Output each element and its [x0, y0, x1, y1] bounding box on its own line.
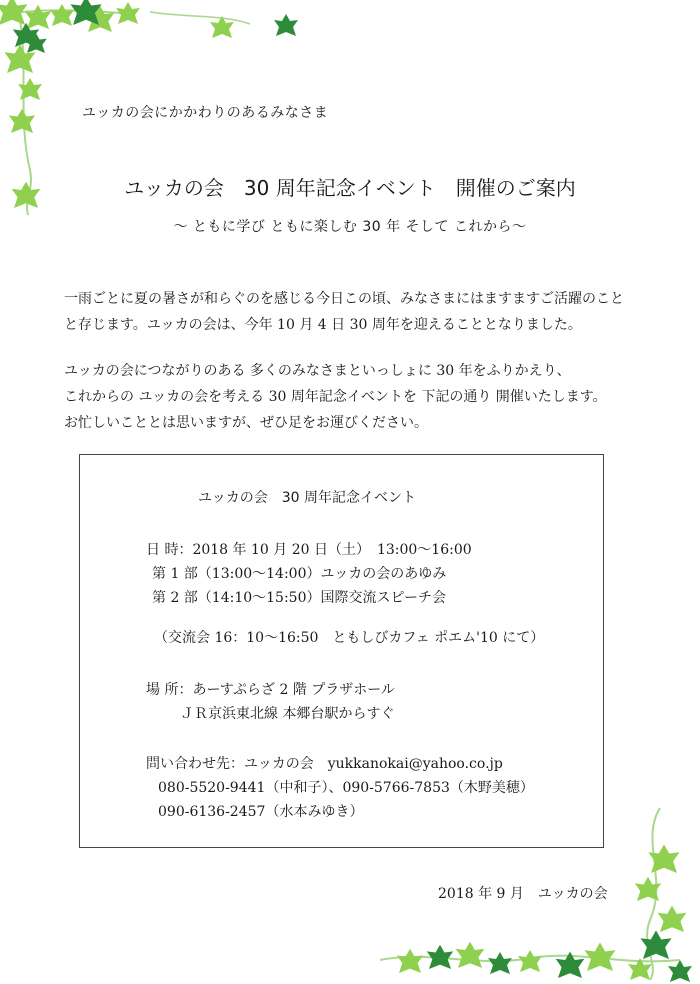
event-phones: 090-6136-2457（水本みゆき） — [158, 804, 364, 820]
intro-paragraph — [64, 286, 644, 338]
page-subtitle: ～ ともに学び ともに楽しむ 30 年 そして これから～ — [173, 219, 527, 235]
event-access: ＪＲ京浜東北線 本郷台駅からすぐ — [180, 706, 395, 722]
invitation-line: これからの ユッカの会を考える 30 周年記念イベントを 下記の通り 開催いたします。 — [64, 389, 607, 405]
event-contact: 問い合わせ先：ユッカの会 yukkanokai@yahoo.co.jp — [146, 756, 503, 772]
event-phones: 080-5520-9441（中和子）、090-5766-7853（木野美穂） — [158, 780, 534, 796]
salutation: ユッカの会にかかわりのあるみなさま — [82, 105, 329, 121]
signature: 2018 年 9 月 ユッカの会 — [438, 886, 608, 902]
intro-line: 一雨ごとに夏の暑さが和らぐのを感じる今日この頃、みなさまにはますますご活躍のこと — [64, 291, 624, 307]
event-details-box — [79, 454, 604, 848]
event-reception: （交流会 16：10～16:50 ともしびカフェ ポエム'10 にて） — [154, 630, 545, 646]
event-box-title: ユッカの会 30 周年記念イベント — [198, 490, 416, 506]
invitation-line: ユッカの会につながりのある 多くのみなさまといっしょに 30 年をふりかえり、 — [64, 363, 571, 379]
page-title: ユッカの会 30 周年記念イベント 開催のご案内 — [124, 176, 576, 200]
event-part2: 第 2 部（14:10～15:50）国際交流スピーチ会 — [152, 590, 446, 606]
event-part1: 第 1 部（13:00～14:00）ユッカの会のあゆみ — [152, 566, 447, 582]
event-place: 場 所：あーすぷらざ 2 階 プラザホール — [146, 682, 396, 698]
intro-line: と存じます。ユッカの会は、今年 10 月 4 日 30 周年を迎えることとなりました。 — [64, 317, 582, 333]
event-date: 日 時：2018 年 10 月 20 日（土） 13:00～16:00 — [146, 542, 472, 558]
invitation-paragraph — [64, 358, 644, 436]
invitation-line: お忙しいこととは思いますが、ぜひ足をお運びください。 — [64, 415, 428, 431]
